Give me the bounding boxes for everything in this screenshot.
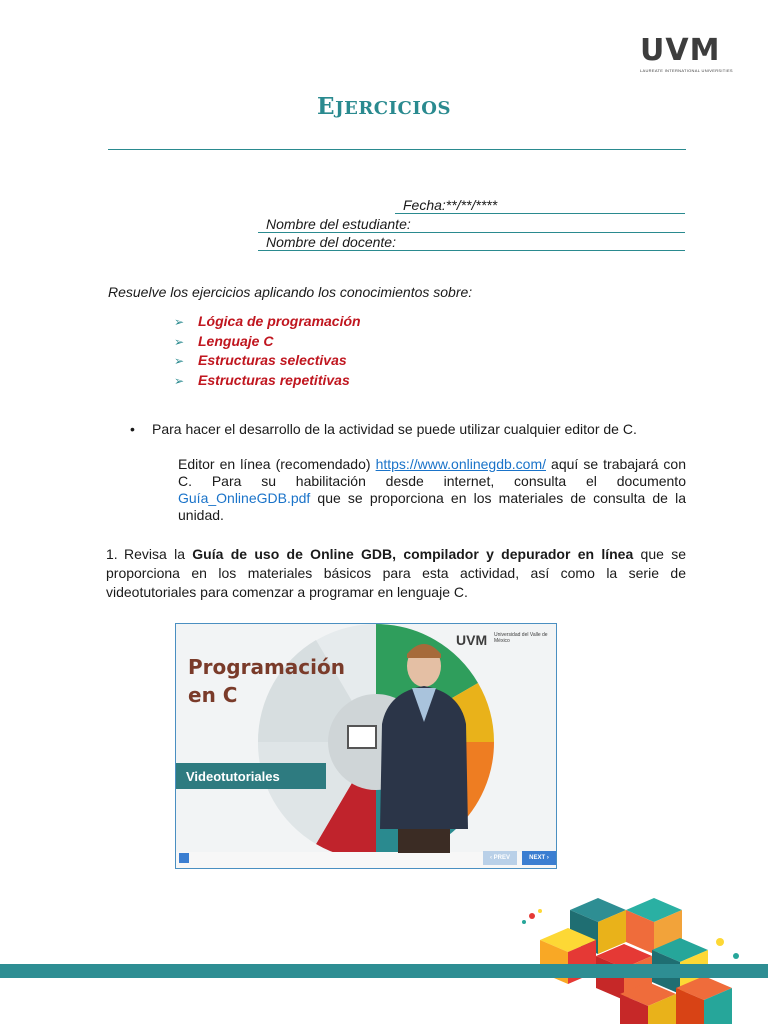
arrow-bullet-icon: ➢ [174,373,185,388]
audio-icon[interactable] [179,853,189,863]
question-text-2: que se proporciona en los materiales básicos para esta actividad, así como la serie de videotutoriales para comenzar a programar en lenguaje C. [106,546,686,600]
question-number: 1. [106,546,118,562]
title-initial: E [317,93,336,120]
question-bold-text: Guía de uso de Online GDB, compilador y depurador en línea [192,546,634,562]
page-title [0,93,768,120]
intro-text: Resuelve los ejercicios aplicando los conocimientos sobre: [108,284,473,300]
video-title [188,653,345,709]
video-thumbnail[interactable] [175,623,557,869]
topics-list [174,313,361,391]
fecha-field: Fecha:**/**/**** [403,197,498,213]
uvm-logo [640,33,733,73]
guide-pdf-link[interactable]: Guía_OnlineGDB.pdf [178,490,311,506]
topic-item [174,333,361,353]
editor-text-3: que se proporciona en los materiales de consulta de la unidad. [178,490,686,523]
editor-paragraph [178,456,686,524]
teacher-name-line [258,250,685,251]
student-name-line [258,232,685,233]
video-subtitle: Videotutoriales [186,769,280,784]
video-logo: UVM [456,632,488,648]
bullet-text: Para hacer el desarrollo de la actividad se puede utilizar cualquier editor de C. [152,421,637,437]
video-logo-subtext: Universidad del Valle de México [494,632,548,644]
topic-item [174,352,361,372]
editor-text-1: Editor en línea (recomendado) [178,456,376,472]
topic-item [174,372,361,392]
topic-label: Estructuras selectivas [198,352,347,368]
question-text-1: Revisa la [124,546,193,562]
teacher-name-field: Nombre del docente: [266,234,396,250]
topic-item [174,313,361,333]
video-title-line-1: Programación [188,655,345,679]
video-title-line-2: en C [188,683,238,707]
logo-text: UVM [640,33,721,68]
topic-label: Estructuras repetitivas [198,371,350,388]
logo-subtext: LAUREATE INTERNATIONAL UNIVERSITIES [640,68,733,73]
onlinegdb-link[interactable]: https://www.onlinegdb.com/ [375,456,546,472]
fecha-line [395,213,685,214]
topic-label: Lenguaje C [198,332,274,349]
next-button[interactable]: NEXT › [522,851,556,865]
student-name-field: Nombre del estudiante: [266,216,411,232]
editor-bullet [130,421,637,437]
topic-label: Lógica de programación [198,313,361,329]
footer-bar [0,964,768,978]
bullet-dot-icon: • [130,421,135,437]
question-1 [106,545,686,602]
arrow-bullet-icon: ➢ [174,354,185,368]
arrow-bullet-icon: ➢ [174,334,185,349]
editor-text-2: aquí se trabajará con C. Para su habilitación desde internet, consulta el documento [178,456,686,489]
arrow-bullet-icon: ➢ [174,315,185,329]
decorative-cubes [510,870,768,1024]
title-divider [108,149,686,150]
prev-button[interactable]: ‹ PREV [483,851,517,865]
title-rest: JERCICIOS [335,98,451,119]
